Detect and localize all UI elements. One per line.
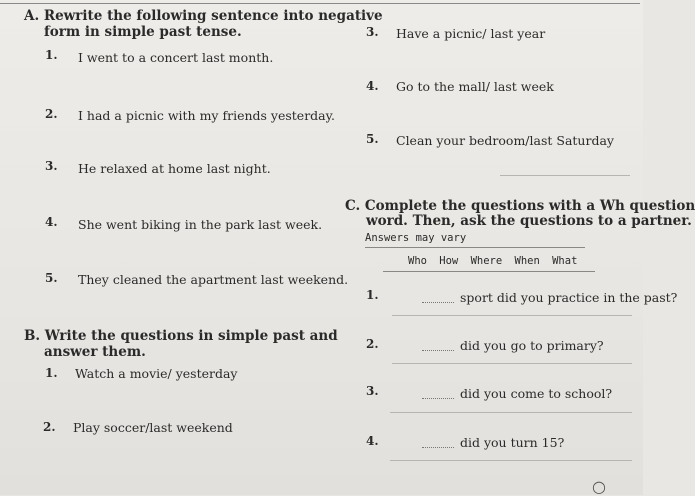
section-c-title-line1: C. Complete the questions with a Wh question [345, 198, 695, 214]
c-item-3-text: did you come to school? [460, 386, 613, 401]
a-item-4-number: 4. [45, 215, 58, 229]
answers-may-vary-label: Answers may vary [365, 232, 467, 244]
section-b-title-line1: B. Write the questions in simple past and [24, 328, 338, 344]
section-c-title-line2: word. Then, ask the questions to a partner. [366, 213, 692, 229]
c-item-3-blank[interactable] [422, 388, 454, 399]
a-item-4-text: She went biking in the park last week. [78, 217, 323, 232]
b-item-3-number: 3. [366, 25, 379, 39]
a-item-2-number: 2. [45, 107, 58, 121]
c-item-2-number: 2. [366, 337, 379, 351]
c-item-2-answer-line[interactable] [392, 363, 632, 364]
a-item-3-text: He relaxed at home last night. [78, 161, 271, 176]
c-item-4-text: did you turn 15? [460, 435, 565, 450]
section-a-title-line1: A. Rewrite the following sentence into negative [24, 8, 383, 24]
c-item-1-answer-line[interactable] [392, 315, 632, 316]
c-item-4-answer-line[interactable] [390, 460, 632, 461]
wh-word-bank: Who How Where When What [408, 255, 578, 267]
word-bank-underline [383, 271, 595, 272]
b-item-4-text: Go to the mall/ last week [396, 79, 554, 94]
section-b-title-line2: answer them. [44, 344, 146, 360]
b-item-5-number: 5. [366, 132, 379, 146]
a-item-1-text: I went to a concert last month. [78, 50, 274, 65]
a-item-1-number: 1. [45, 48, 58, 62]
a-item-5-number: 5. [45, 271, 58, 285]
b-item-2-text: Play soccer/last weekend [73, 420, 233, 435]
page-corner-mark-icon: ○ [592, 477, 606, 496]
c-item-4-number: 4. [366, 434, 379, 448]
a-item-2-text: I had a picnic with my friends yesterday. [78, 108, 336, 123]
c-item-3-number: 3. [366, 384, 379, 398]
b-item-1-text: Watch a movie/ yesterday [75, 366, 238, 381]
b-item-2-number: 2. [43, 420, 56, 434]
answers-underline [365, 247, 585, 248]
top-rule [0, 3, 640, 4]
a-item-3-number: 3. [45, 159, 58, 173]
writing-line [500, 175, 630, 176]
c-item-2-blank[interactable] [422, 340, 454, 351]
c-item-1-blank[interactable] [422, 292, 454, 303]
c-item-1-text: sport did you practice in the past? [460, 290, 678, 305]
section-a-title-line2: form in simple past tense. [44, 24, 242, 40]
c-item-3-answer-line[interactable] [390, 412, 632, 413]
a-item-5-text: They cleaned the apartment last weekend. [78, 272, 349, 287]
b-item-1-number: 1. [45, 366, 58, 380]
b-item-5-text: Clean your bedroom/last Saturday [396, 133, 614, 148]
b-item-3-text: Have a picnic/ last year [396, 26, 546, 41]
b-item-4-number: 4. [366, 79, 379, 93]
c-item-1-number: 1. [366, 288, 379, 302]
c-item-2-text: did you go to primary? [460, 338, 604, 353]
c-item-4-blank[interactable] [422, 437, 454, 448]
